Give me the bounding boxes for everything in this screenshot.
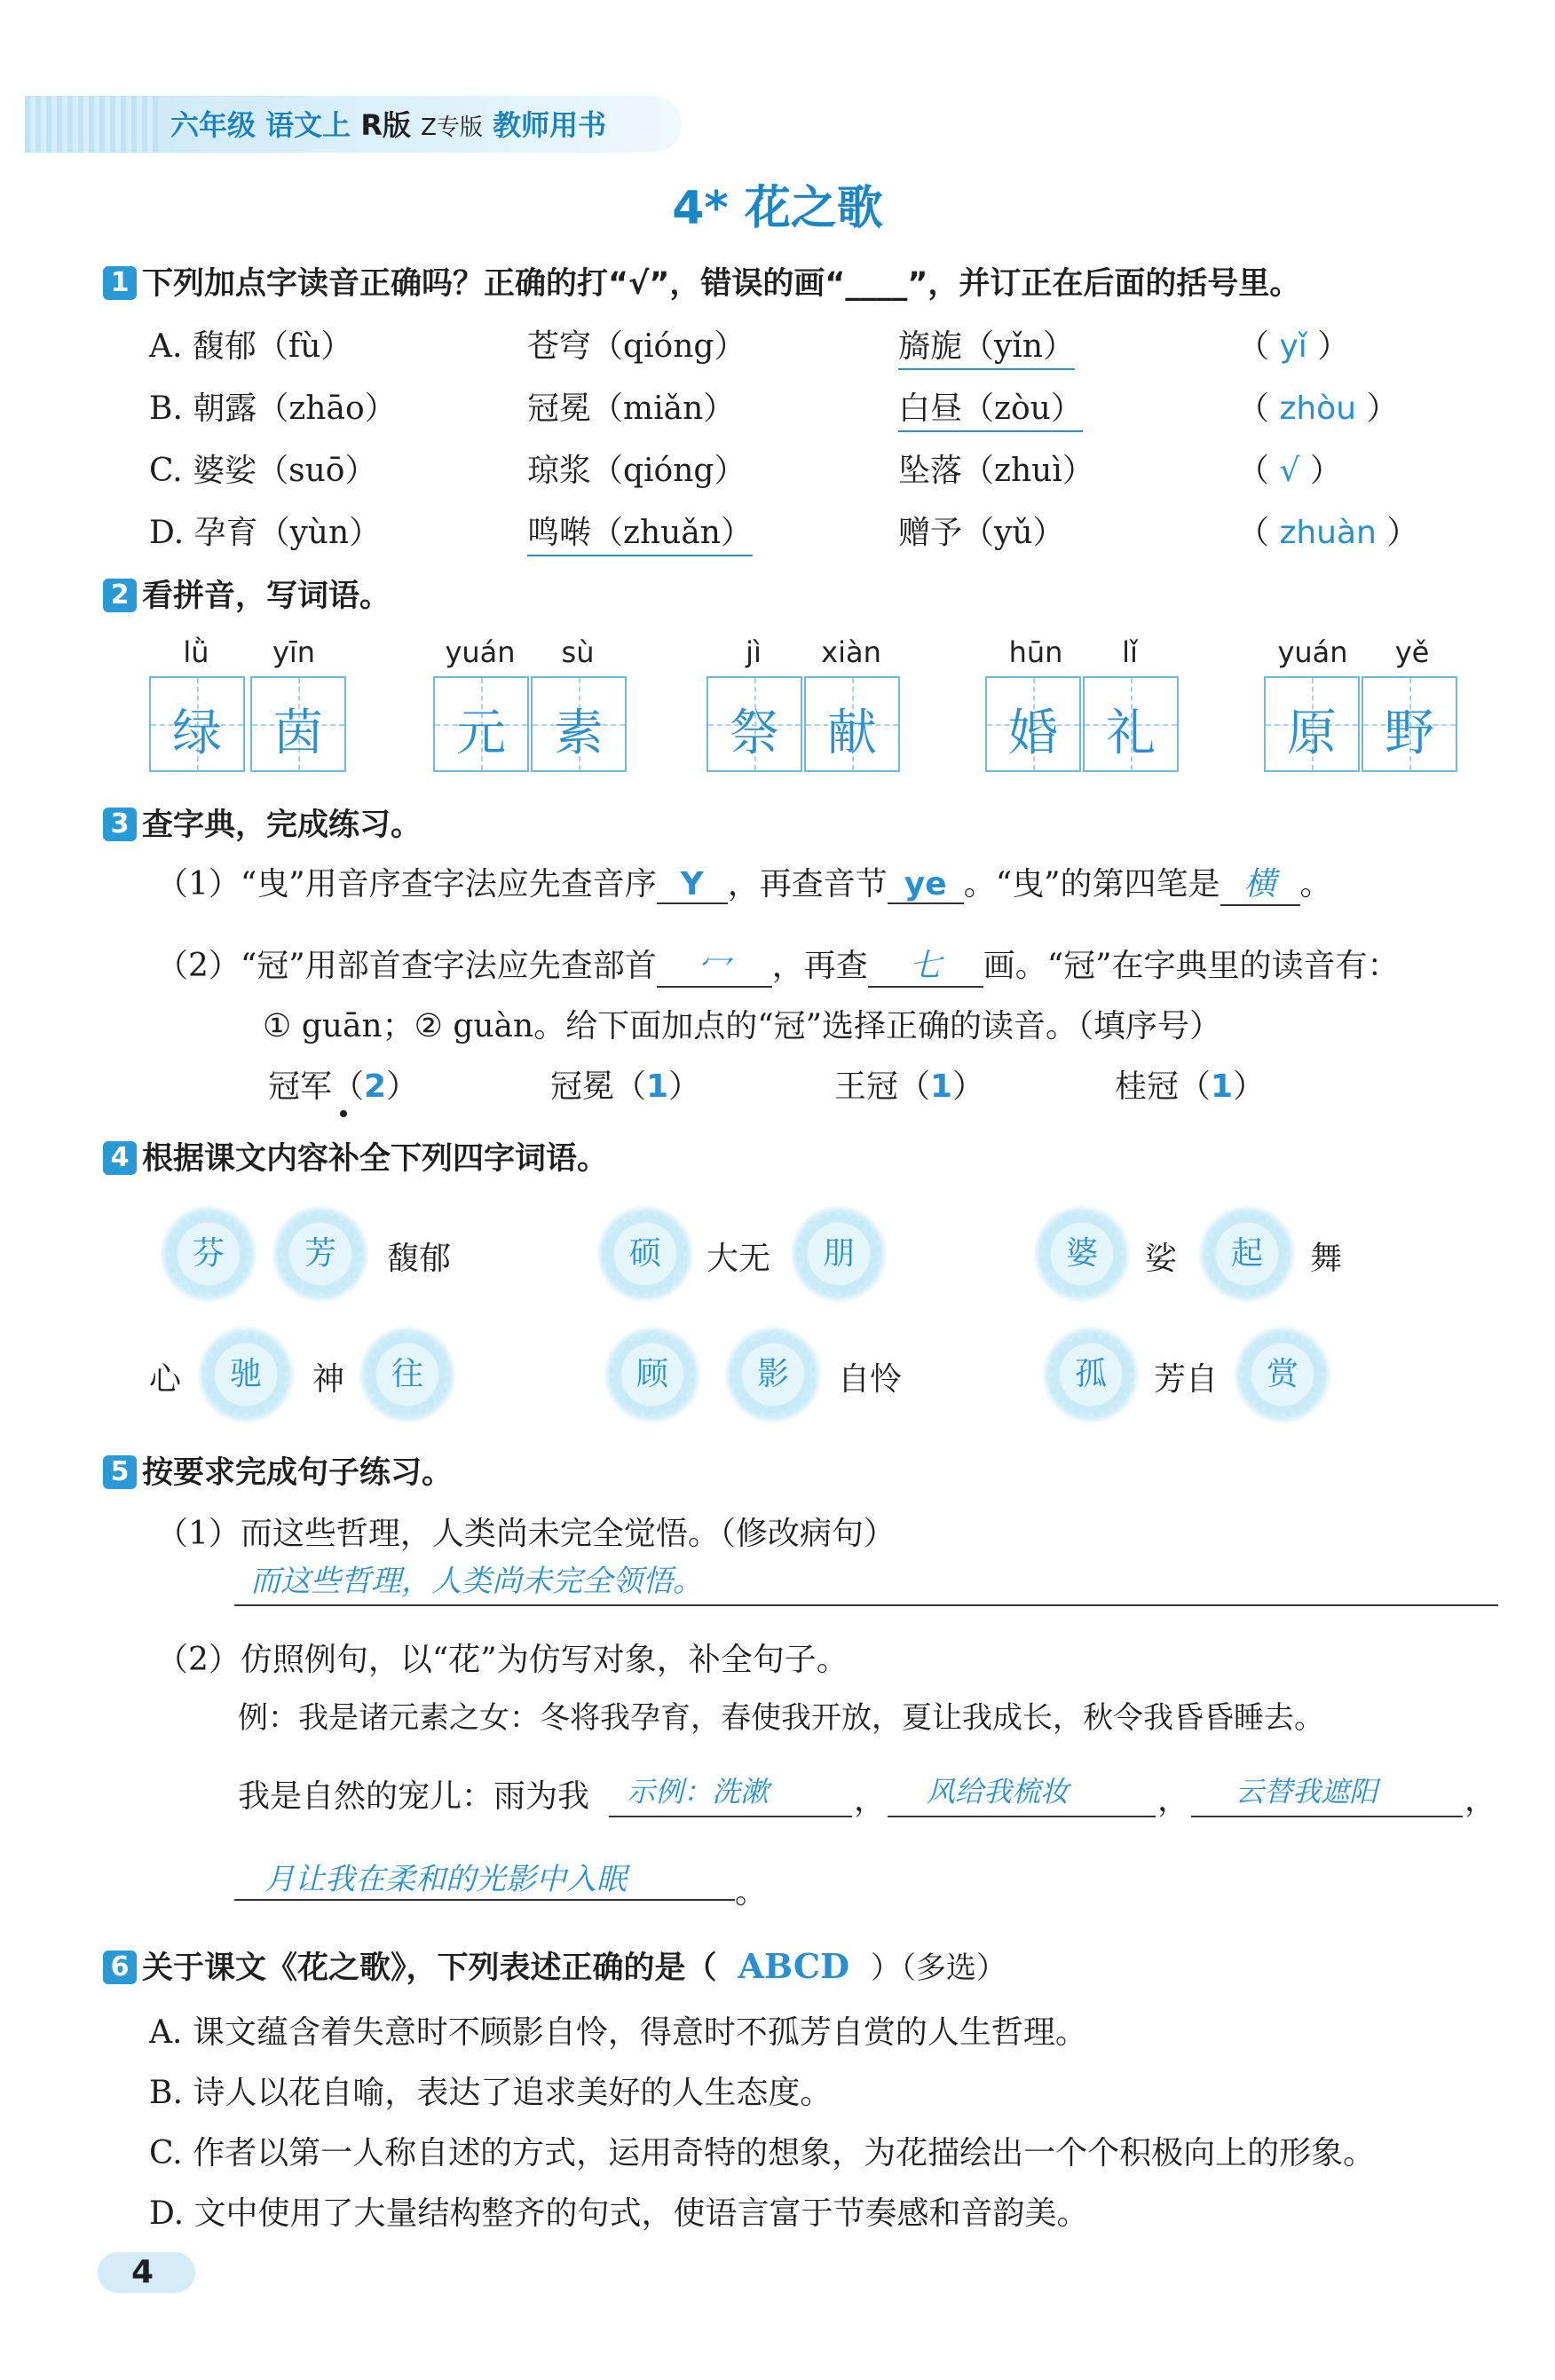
q2-heading <box>103 571 391 616</box>
char-box-2a <box>433 676 529 772</box>
char-3a: 祭 <box>730 705 779 762</box>
q3-part2-ans2: 七 <box>868 941 983 988</box>
pinyin-3b: xiàn <box>821 635 881 669</box>
q3-choice-2 <box>550 1061 700 1107</box>
char-3b: 献 <box>827 705 877 762</box>
flower-blank: 起 <box>1198 1205 1296 1303</box>
q3-part2-ans1: 冖 <box>657 941 772 988</box>
answer-line <box>234 1604 1498 1606</box>
answer-line <box>1191 1816 1463 1817</box>
answer-line <box>609 1816 852 1817</box>
q1-answer-d: zhuàn <box>1279 515 1377 551</box>
idiom-text: 娑 <box>1145 1241 1178 1277</box>
q1-row-c-3: 坠落（zhuì） <box>898 453 1094 489</box>
q3-part1-text-a: （1）“曳”用音序查字法应先查音序 <box>156 866 657 902</box>
char-2a: 元 <box>456 705 506 762</box>
q5-comma: ， <box>854 1782 887 1818</box>
idiom-text: 心 <box>149 1361 182 1398</box>
q2-badge: 2 <box>103 579 137 612</box>
flower-blank: 芬 <box>160 1205 257 1303</box>
header-subject: 语文上 <box>265 108 351 142</box>
flower-blank: 影 <box>724 1326 822 1423</box>
q3-choice-4-ans: 1 <box>1211 1068 1234 1105</box>
q5-ans3: 云替我遮阳 <box>1235 1775 1378 1809</box>
q1-heading <box>103 259 1300 303</box>
q2-title: 看拼音，写词语。 <box>142 579 391 614</box>
char-1b: 茵 <box>273 705 323 762</box>
q1-badge: 1 <box>103 266 137 300</box>
q1-row-d-1: D. 孕育（yùn） <box>149 515 382 551</box>
q3-part2-text-a: （2）“冠”用部首查字法应先查部首 <box>156 948 657 984</box>
q3-title: 查字典，完成练习。 <box>142 808 422 843</box>
q1-row-b-3: 白昼（zòu） <box>898 383 1083 432</box>
q3-badge: 3 <box>103 808 137 841</box>
q3-part1 <box>156 859 1332 906</box>
q1-row-a-3: 旖旎（yǐn） <box>898 321 1075 370</box>
q1-row-b-answer: （ zhòu ） <box>1237 390 1399 427</box>
q5-period: 。 <box>735 1874 768 1911</box>
flower-blank: 顾 <box>604 1326 701 1423</box>
q3-choice-1-word: 冠军（ <box>268 1068 365 1105</box>
pinyin-4a: hūn <box>1008 635 1063 669</box>
q3-choice-2-ans: 1 <box>646 1068 669 1105</box>
q3-choice-4-end: ） <box>1233 1068 1266 1105</box>
q4-badge: 4 <box>103 1141 137 1175</box>
q3-choice-3-ans: 1 <box>930 1068 953 1105</box>
q1-answer-b: zhòu <box>1279 390 1357 427</box>
q1-row-c-answer: （ √ ） <box>1237 453 1342 489</box>
char-5b: 野 <box>1385 705 1434 762</box>
pinyin-1a: lǜ <box>183 635 209 669</box>
q1-answer-a: yǐ <box>1279 328 1307 365</box>
flower-blank: 婆 <box>1033 1205 1131 1303</box>
q5-part2: （2）仿照例句，以“花”为仿写对象，补全句子。 <box>156 1642 849 1678</box>
header-book: 教师用书 <box>493 108 607 142</box>
q1-row-c-2: 琼浆（qióng） <box>527 453 746 489</box>
idiom-text: 舞 <box>1310 1241 1343 1277</box>
lesson-title: 4* 花之歌 <box>672 182 883 235</box>
pinyin-5a: yuán <box>1277 635 1348 669</box>
q3-part1-text-b: ，再查音节 <box>727 866 888 902</box>
q1-row-a-2: 苍穹（qióng） <box>527 328 746 365</box>
q5-ans2: 风给我梳妆 <box>927 1775 1070 1809</box>
pinyin-4b: lǐ <box>1122 635 1138 669</box>
flower-blank: 硕 <box>596 1205 694 1303</box>
q5-comma: ， <box>1157 1782 1190 1818</box>
q1-row-b-2: 冠冕（miǎn） <box>527 390 736 427</box>
char-box-3a <box>706 676 802 772</box>
flower-blank: 驰 <box>197 1326 295 1423</box>
q6-badge: 6 <box>103 1950 137 1984</box>
q3-choice-3-word: 王冠（ <box>834 1068 931 1105</box>
flower-blank: 芳 <box>272 1205 369 1303</box>
q3-choice-4 <box>1115 1061 1265 1107</box>
q3-choice-1-end: ） <box>386 1068 419 1105</box>
q5-title: 按要求完成句子练习。 <box>142 1455 454 1491</box>
flower-blank: 赏 <box>1234 1326 1331 1423</box>
header-stripe <box>25 96 158 153</box>
q1-row-d-3: 赠予（yǔ） <box>898 515 1065 551</box>
q1-answer-c: √ <box>1279 453 1300 489</box>
answer-line <box>234 1899 735 1901</box>
q5-heading <box>103 1448 453 1493</box>
char-box-3b <box>804 676 900 772</box>
char-box-4a <box>985 676 1081 772</box>
q1-row-c-1: C. 婆娑（suō） <box>149 453 377 489</box>
q1-row-a-1: A. 馥郁（fù） <box>149 328 353 365</box>
q5-ans4: 月让我在柔和的光影中入眠 <box>264 1862 627 1897</box>
q3-choice-2-word: 冠冕（ <box>550 1068 647 1105</box>
q5-part1: （1）而这些哲理，人类尚未完全觉悟。（修改病句） <box>156 1516 896 1552</box>
q6-heading <box>103 1943 1006 1988</box>
q6-option-d: D. 文中使用了大量结构整齐的句式，使语言富于节奏感和音韵美。 <box>149 2195 1089 2232</box>
q6-title-b: ）（多选） <box>871 1950 1007 1986</box>
q6-option-b: B. 诗人以花自喻，表达了追求美好的人生态度。 <box>149 2075 833 2111</box>
idiom-text: 大无 <box>706 1241 771 1277</box>
q6-option-a: A. 课文蕴含着失意时不顾影自怜，得意时不孤芳自赏的人生哲理。 <box>149 2014 1087 2051</box>
q3-part1-text-c: 。“曳”的第四笔是 <box>963 866 1220 902</box>
flower-blank: 朋 <box>790 1205 888 1303</box>
flower-blank: 往 <box>359 1326 456 1423</box>
pinyin-1b: yīn <box>272 635 316 669</box>
pinyin-5b: yě <box>1394 635 1430 669</box>
q1-row-a-answer: （ yǐ ） <box>1237 328 1350 365</box>
char-1a: 绿 <box>172 705 222 762</box>
q5-example: 例：我是诸元素之女：冬将我孕育，春使我开放，夏让我成长，秋令我昏昏睡去。 <box>238 1700 1324 1736</box>
q1-title: 下列加点字读音正确吗？正确的打“√”，错误的画“____”，并订正在后面的括号里。 <box>142 266 1301 302</box>
q3-choice-3-end: ） <box>952 1068 985 1105</box>
idiom-text: 神 <box>312 1361 345 1398</box>
char-5a: 原 <box>1287 705 1337 762</box>
q5-part1-answer: 而这些哲理，人类尚未完全领悟。 <box>250 1564 703 1599</box>
char-box-1a <box>149 676 245 772</box>
char-4b: 礼 <box>1106 705 1156 762</box>
header-edition: R版 <box>360 108 411 142</box>
char-4a: 婚 <box>1008 705 1058 762</box>
q4-title: 根据课文内容补全下列四字词语。 <box>142 1141 609 1177</box>
q3-choice-3 <box>834 1061 984 1107</box>
header-special: Z专版 <box>421 114 483 141</box>
q3-choice-4-word: 桂冠（ <box>1115 1068 1212 1105</box>
q3-part1-text-d: 。 <box>1299 866 1332 902</box>
pinyin-3a: jì <box>746 635 762 669</box>
q1-row-d-2: 鸣啭（zhuǎn） <box>527 508 753 556</box>
page-number-badge <box>98 2252 195 2293</box>
q3-choice-1 <box>268 1061 418 1107</box>
idiom-text: 自怜 <box>838 1361 903 1398</box>
q3-part2-line2: ① guān；② guàn。给下面加点的“冠”选择正确的读音。（填序号） <box>263 1008 1222 1044</box>
q3-heading <box>103 800 422 845</box>
q5-ans1: 示例：洗漱 <box>627 1775 770 1809</box>
pinyin-2b: sù <box>561 635 595 669</box>
q6-answer: ABCD <box>738 1946 850 1986</box>
q3-part2-text-b: ，再查 <box>771 948 868 984</box>
q3-part1-ans2: ye <box>888 866 964 904</box>
char-box-4b <box>1083 676 1179 772</box>
char-box-2b <box>531 676 627 772</box>
idiom-text: 芳自 <box>1154 1361 1219 1398</box>
char-box-1b <box>250 676 346 772</box>
q3-choice-2-end: ） <box>668 1068 701 1105</box>
char-box-5a <box>1264 676 1360 772</box>
q3-choice-1-ans: 2 <box>364 1068 387 1105</box>
q3-part2-text-c: 画。“冠”在字典里的读音有： <box>983 948 1400 984</box>
char-box-5b <box>1362 676 1457 772</box>
header-grade: 六年级 <box>170 108 257 142</box>
q1-row-d-answer: （ zhuàn ） <box>1237 515 1419 551</box>
page-number: 4 <box>131 2254 154 2290</box>
q1-row-b-1: B. 朝露（zhāo） <box>149 390 397 427</box>
q6-option-c: C. 作者以第一人称自述的方式，运用奇特的想象，为花描绘出一个个积极向上的形象。 <box>149 2135 1376 2171</box>
q3-part2 <box>156 941 1400 988</box>
pinyin-2a: yuán <box>445 635 516 669</box>
q6-title-a: 关于课文《花之歌》，下列表述正确的是（ <box>142 1950 717 1986</box>
flower-blank: 孤 <box>1042 1326 1140 1423</box>
q3-part1-ans3: 横 <box>1220 859 1300 906</box>
q4-heading <box>103 1134 608 1178</box>
q3-part1-ans1: Y <box>657 866 728 904</box>
answer-line <box>888 1816 1156 1817</box>
book-header <box>170 103 606 144</box>
q5-comma: ， <box>1464 1782 1497 1818</box>
q5-lead: 我是自然的宠儿：雨为我 <box>238 1778 590 1815</box>
q5-badge: 5 <box>103 1455 137 1489</box>
idiom-text: 馥郁 <box>387 1241 452 1277</box>
char-2b: 素 <box>554 705 604 762</box>
